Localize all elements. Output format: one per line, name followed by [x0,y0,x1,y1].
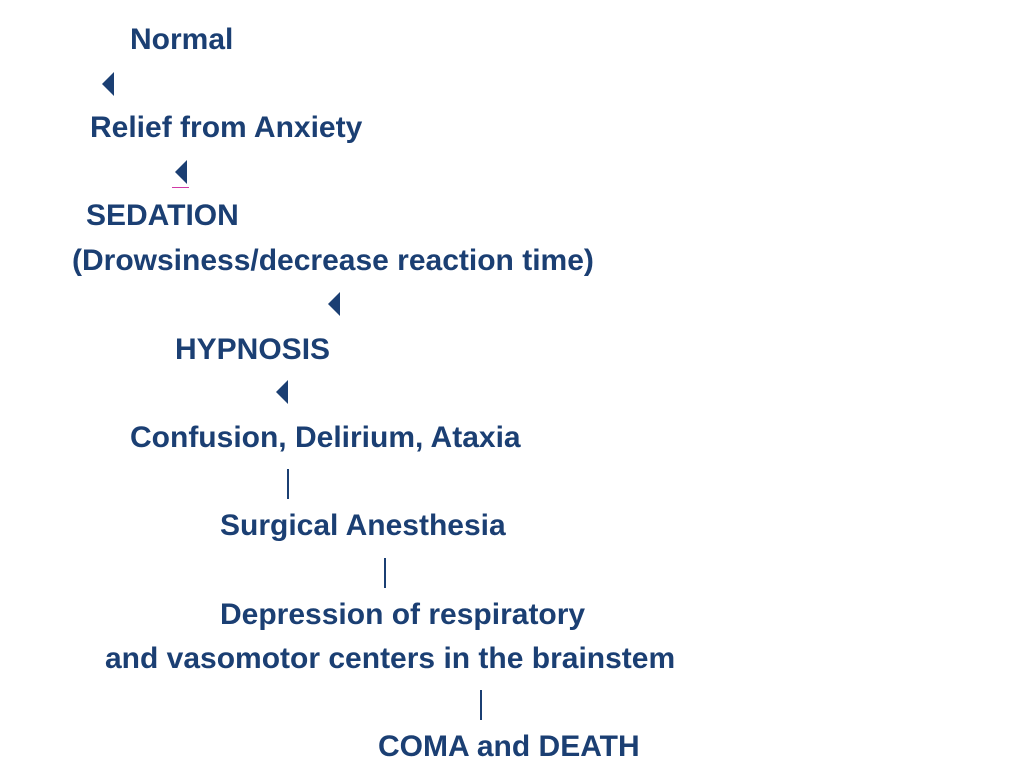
stage-hypnosis: HYPNOSIS [175,333,331,366]
stage-relief-from-anxiety: Relief from Anxiety [90,111,363,144]
sedation-description: (Drowsiness/decrease reaction time) [72,244,594,277]
stage-sedation: SEDATION [86,199,239,232]
left-arrow-icon [102,72,114,96]
left-arrow-icon [328,292,340,316]
stage-normal: Normal [130,23,234,56]
left-arrow-icon [276,380,288,404]
left-arrow-icon [175,160,187,184]
stage-respiratory-depression-line2: and vasomotor centers in the brainstem [105,642,676,675]
stage-coma-and-death: COMA and DEATH [378,730,640,763]
vertical-connector [480,690,482,720]
stage-respiratory-depression-line1: Depression of respiratory [220,598,586,631]
stage-surgical-anesthesia: Surgical Anesthesia [220,509,506,542]
vertical-connector [384,558,386,588]
stage-confusion-delirium-ataxia: Confusion, Delirium, Ataxia [130,421,521,454]
underline-mark [172,187,189,188]
vertical-connector [287,469,289,499]
